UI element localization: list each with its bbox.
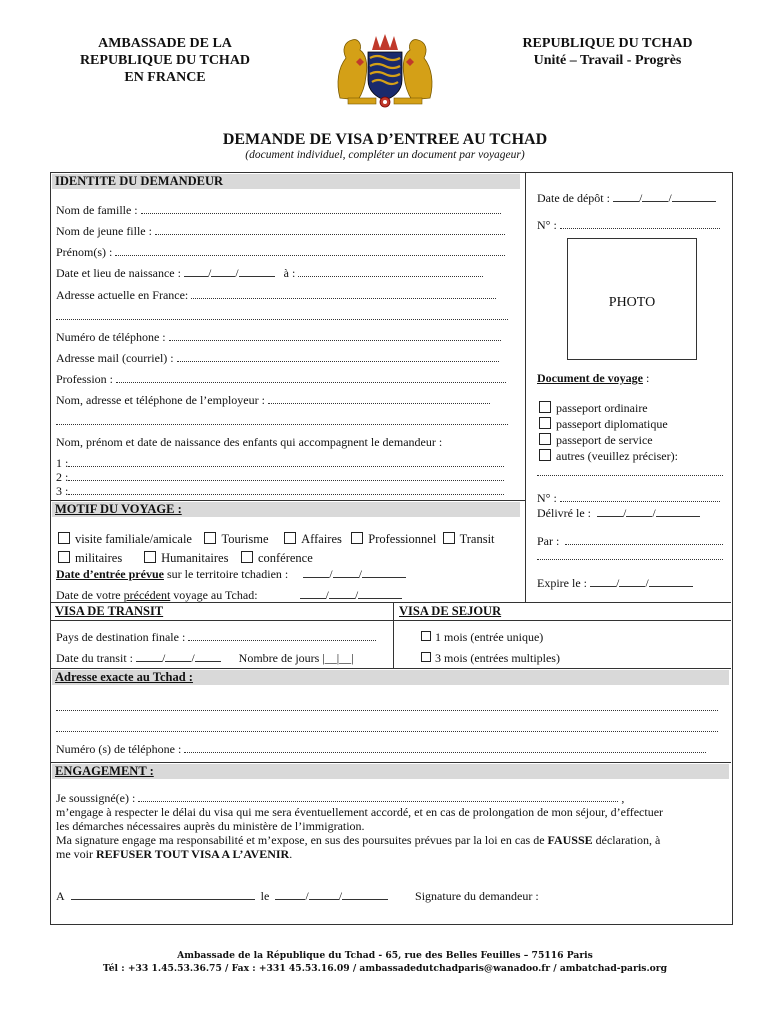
field-par-2[interactable] — [537, 548, 723, 564]
footer-contact: Tél : +33 1.45.53.36.75 / Fax : +331 45.53.16.09 / ambassadedutchadparis@wanadoo.fr / ambatchad-paris.org — [102, 963, 668, 974]
document-subtitle: (document individuel, compléter un document par voyageur) — [245, 149, 525, 161]
date-separator: / — [207, 266, 212, 280]
date-separator: / — [329, 567, 333, 581]
field-autres-preciser[interactable] — [537, 464, 723, 480]
label-par: Par : — [537, 534, 560, 548]
footer-address: Ambassade de la République du Tchad - 65, rue des Belles Feuilles – 75116 Paris — [177, 950, 593, 961]
label-date-transit: Date du transit : — [56, 651, 133, 665]
option-label: Humanitaires — [161, 551, 229, 565]
label-precedent-b: voyage au Tchad: — [170, 588, 258, 602]
label-prenoms: Prénom(s) : — [56, 245, 113, 259]
section-sejour-heading — [396, 604, 529, 619]
section-motif-heading: MOTIF DU VOYAGE : — [52, 502, 520, 517]
country-motto: Unité – Travail - Progrès — [533, 53, 682, 68]
date-separator: / — [358, 567, 362, 581]
field-par[interactable] — [537, 533, 723, 549]
coat-of-arms-emblem — [332, 28, 438, 112]
field-date-depot[interactable] — [537, 190, 716, 206]
option-label: Professionnel — [368, 532, 437, 546]
checkbox-professionnel[interactable] — [351, 532, 363, 544]
field-telephone[interactable] — [56, 329, 501, 345]
date-separator: / — [354, 588, 359, 602]
field-numero-passeport[interactable] — [537, 490, 720, 506]
option-affaires[interactable] — [284, 532, 342, 546]
option-passeport-diplomatique[interactable] — [539, 416, 668, 432]
field-enfant-3[interactable] — [56, 483, 504, 499]
embassy-name — [60, 35, 270, 86]
photo-box — [567, 238, 697, 360]
embassy-line-1: AMBASSADE DE LA — [98, 36, 232, 51]
field-expire[interactable] — [537, 575, 693, 591]
option-passeport-ordinaire[interactable] — [539, 400, 648, 416]
option-professionnel[interactable] — [351, 532, 436, 546]
label-telephone-tchad: Numéro (s) de téléphone : — [56, 742, 182, 756]
option-humanitaires[interactable] — [144, 551, 228, 565]
option-label: passeport ordinaire — [556, 401, 648, 415]
label-le: le — [260, 889, 270, 903]
column-divider — [525, 172, 526, 602]
option-label: autres (veuillez préciser): — [556, 449, 678, 463]
section-transit-heading — [52, 604, 389, 619]
label-date-depot: Date de dépôt : — [537, 191, 610, 205]
label-profession: Profession : — [56, 372, 113, 386]
field-telephone-tchad[interactable] — [56, 741, 706, 757]
option-visite-familiale[interactable] — [58, 532, 192, 546]
engagement-line-2: m’engage à respecter le délai du visa qui me sera éventuellement accordé, et en cas de prolongation de mon séjour, d’effectuer — [56, 805, 664, 819]
engagement-line-4c: déclaration, à — [592, 833, 661, 847]
option-label: 1 mois (entrée unique) — [435, 630, 544, 644]
date-separator: / — [161, 651, 166, 665]
field-prenoms[interactable] — [56, 244, 505, 260]
label-enfant-2: 2 : — [56, 470, 69, 484]
field-profession[interactable] — [56, 371, 506, 387]
date-separator: / — [191, 651, 195, 665]
field-adresse-france-2[interactable] — [56, 308, 508, 324]
label-enfants: Nom, prénom et date de naissance des enfants qui accompagnent le demandeur : — [56, 435, 443, 449]
date-separator: / — [338, 889, 343, 903]
option-label: visite familiale/amicale — [75, 532, 192, 546]
label-numero-passeport: N° : — [537, 491, 557, 505]
divider-transit-heading — [50, 620, 731, 621]
label-signature: Signature du demandeur : — [415, 889, 539, 903]
field-signature-lieu-date[interactable] — [56, 888, 539, 904]
date-separator: / — [615, 576, 620, 590]
checkbox-militaires[interactable] — [58, 551, 70, 563]
doc-voyage-label: Document de voyage — [537, 371, 643, 385]
section-identite-heading: IDENTITE DU DEMANDEUR — [52, 174, 520, 189]
option-label: Tourisme — [221, 532, 269, 546]
option-autres[interactable] — [539, 448, 678, 464]
date-separator: / — [652, 506, 656, 520]
label-employeur: Nom, adresse et téléphone de l’employeur : — [56, 393, 265, 407]
doc-voyage-heading — [537, 370, 649, 386]
label-nombre-jours: Nombre de jours |__|__| — [238, 651, 354, 665]
option-label: passeport diplomatique — [556, 417, 668, 431]
option-label: Transit — [459, 532, 495, 546]
field-employeur[interactable] — [56, 392, 490, 408]
motif-row-1 — [58, 531, 495, 547]
label-naissance: Date et lieu de naissance : — [56, 266, 181, 280]
field-adresse-tchad-2[interactable] — [56, 720, 718, 736]
field-soussigne[interactable] — [56, 790, 624, 806]
date-separator: / — [235, 266, 239, 280]
date-separator: / — [668, 191, 672, 205]
sejour-heading-label: VISA DE SEJOUR — [399, 604, 502, 618]
field-nom-famille[interactable] — [56, 202, 501, 218]
divider-motif — [50, 500, 525, 501]
engagement-line-5c: . — [289, 847, 293, 861]
label-mail: Adresse mail (courriel) : — [56, 351, 174, 365]
engagement-line-3: les démarches nécessaires auprès du ministère de l’immigration. — [56, 819, 365, 833]
transit-heading-label: VISA DE TRANSIT — [55, 604, 164, 618]
option-conference[interactable] — [241, 551, 313, 565]
field-numero-dossier[interactable] — [537, 217, 720, 233]
field-adresse-tchad-1[interactable] — [56, 699, 718, 715]
field-nom-jeune-fille[interactable] — [56, 223, 505, 239]
adresse-heading-label: Adresse exacte au Tchad : — [55, 670, 193, 684]
label-numero-dossier: N° : — [537, 218, 557, 232]
date-separator: / — [325, 588, 329, 602]
document-title: DEMANDE DE VISA D’ENTREE AU TCHAD — [222, 131, 548, 148]
section-engagement-heading — [52, 764, 729, 779]
date-separator: / — [622, 506, 627, 520]
label-expire: Expire le : — [537, 576, 587, 590]
label-date-entree: Date d’entrée prévue — [56, 567, 164, 581]
checkbox-autres[interactable] — [539, 449, 551, 461]
doc-voyage-colon: : — [642, 371, 650, 385]
label-nom-jeune-fille: Nom de jeune fille : — [56, 224, 152, 238]
date-separator: / — [305, 889, 309, 903]
engagement-line-5a: me voir — [56, 847, 96, 861]
checkbox-sejour-1-mois[interactable] — [421, 631, 431, 641]
field-employeur-2[interactable] — [56, 413, 508, 429]
checkbox-passeport-service[interactable] — [539, 433, 551, 445]
section-adresse-heading — [52, 670, 729, 685]
divider-adresse — [50, 668, 731, 669]
checkbox-affaires[interactable] — [284, 532, 296, 544]
checkbox-visite-familiale[interactable] — [58, 532, 70, 544]
engagement-text — [56, 805, 726, 861]
field-naissance[interactable] — [56, 265, 483, 281]
photo-label: PHOTO — [608, 295, 656, 310]
date-separator: / — [645, 576, 649, 590]
label-destination-finale: Pays de destination finale : — [56, 630, 186, 644]
option-passeport-service[interactable] — [539, 432, 653, 448]
label-delivre: Délivré le : — [537, 506, 591, 520]
checkbox-passeport-ordinaire[interactable] — [539, 401, 551, 413]
checkbox-transit[interactable] — [443, 532, 455, 544]
option-label: militaires — [75, 551, 123, 565]
field-delivre[interactable] — [537, 505, 700, 521]
label-adresse-france: Adresse actuelle en France: — [56, 288, 189, 302]
engagement-heading-label: ENGAGEMENT : — [55, 764, 154, 778]
checkbox-tourisme[interactable] — [204, 532, 216, 544]
option-sejour-3-mois[interactable] — [421, 650, 560, 666]
option-label: 3 mois (entrées multiples) — [435, 651, 560, 665]
label-nom-famille: Nom de famille : — [56, 203, 138, 217]
divider-engagement — [50, 762, 731, 763]
date-separator: / — [638, 191, 643, 205]
engagement-fausse: FAUSSE — [547, 833, 593, 847]
checkbox-passeport-diplomatique[interactable] — [539, 417, 551, 429]
field-destination-finale[interactable] — [56, 629, 376, 645]
country-header — [495, 35, 720, 69]
field-date-entree[interactable] — [56, 566, 406, 582]
engagement-line-4 — [56, 833, 726, 847]
label-precedent-u: précédent — [123, 588, 171, 602]
engagement-line-4a: Ma signature engage ma responsabilité et m’expose, en sus des poursuites prévues par la loi en cas de — [56, 833, 548, 847]
option-tourisme[interactable] — [204, 532, 268, 546]
comma: , — [621, 791, 625, 805]
label-a: A — [56, 889, 65, 903]
field-adresse-france[interactable] — [56, 287, 496, 303]
field-date-transit[interactable] — [56, 650, 354, 666]
label-naissance-lieu: à : — [283, 266, 296, 280]
option-label: conférence — [257, 551, 313, 565]
label-date-entree-rest: sur le territoire tchadien : — [163, 567, 289, 581]
label-soussigne: Je soussigné(e) : — [56, 791, 136, 805]
label-telephone: Numéro de téléphone : — [56, 330, 166, 344]
option-label: Affaires — [301, 532, 342, 546]
label-precedent-a: Date de votre — [56, 588, 124, 602]
checkbox-conference[interactable] — [241, 551, 253, 563]
label-enfant-3: 3 : — [56, 484, 69, 498]
divider-transit-sejour — [393, 602, 394, 668]
field-precedent-voyage[interactable] — [56, 587, 402, 603]
option-militaires[interactable] — [58, 551, 122, 565]
country-name: REPUBLIQUE DU TCHAD — [522, 36, 693, 51]
option-label: passeport de service — [556, 433, 653, 447]
divider-transit — [50, 602, 731, 603]
label-enfant-1: 1 : — [56, 456, 69, 470]
motif-row-2 — [58, 550, 313, 566]
checkbox-sejour-3-mois[interactable] — [421, 652, 431, 662]
embassy-line-3: EN FRANCE — [124, 70, 206, 85]
option-transit[interactable] — [443, 532, 495, 546]
field-mail[interactable] — [56, 350, 499, 366]
checkbox-humanitaires[interactable] — [144, 551, 156, 563]
engagement-refuser: REFUSER TOUT VISA A L’AVENIR — [96, 847, 290, 861]
embassy-line-2: REPUBLIQUE DU TCHAD — [79, 53, 251, 68]
option-sejour-1-mois[interactable] — [421, 629, 543, 645]
engagement-line-5 — [56, 847, 726, 861]
